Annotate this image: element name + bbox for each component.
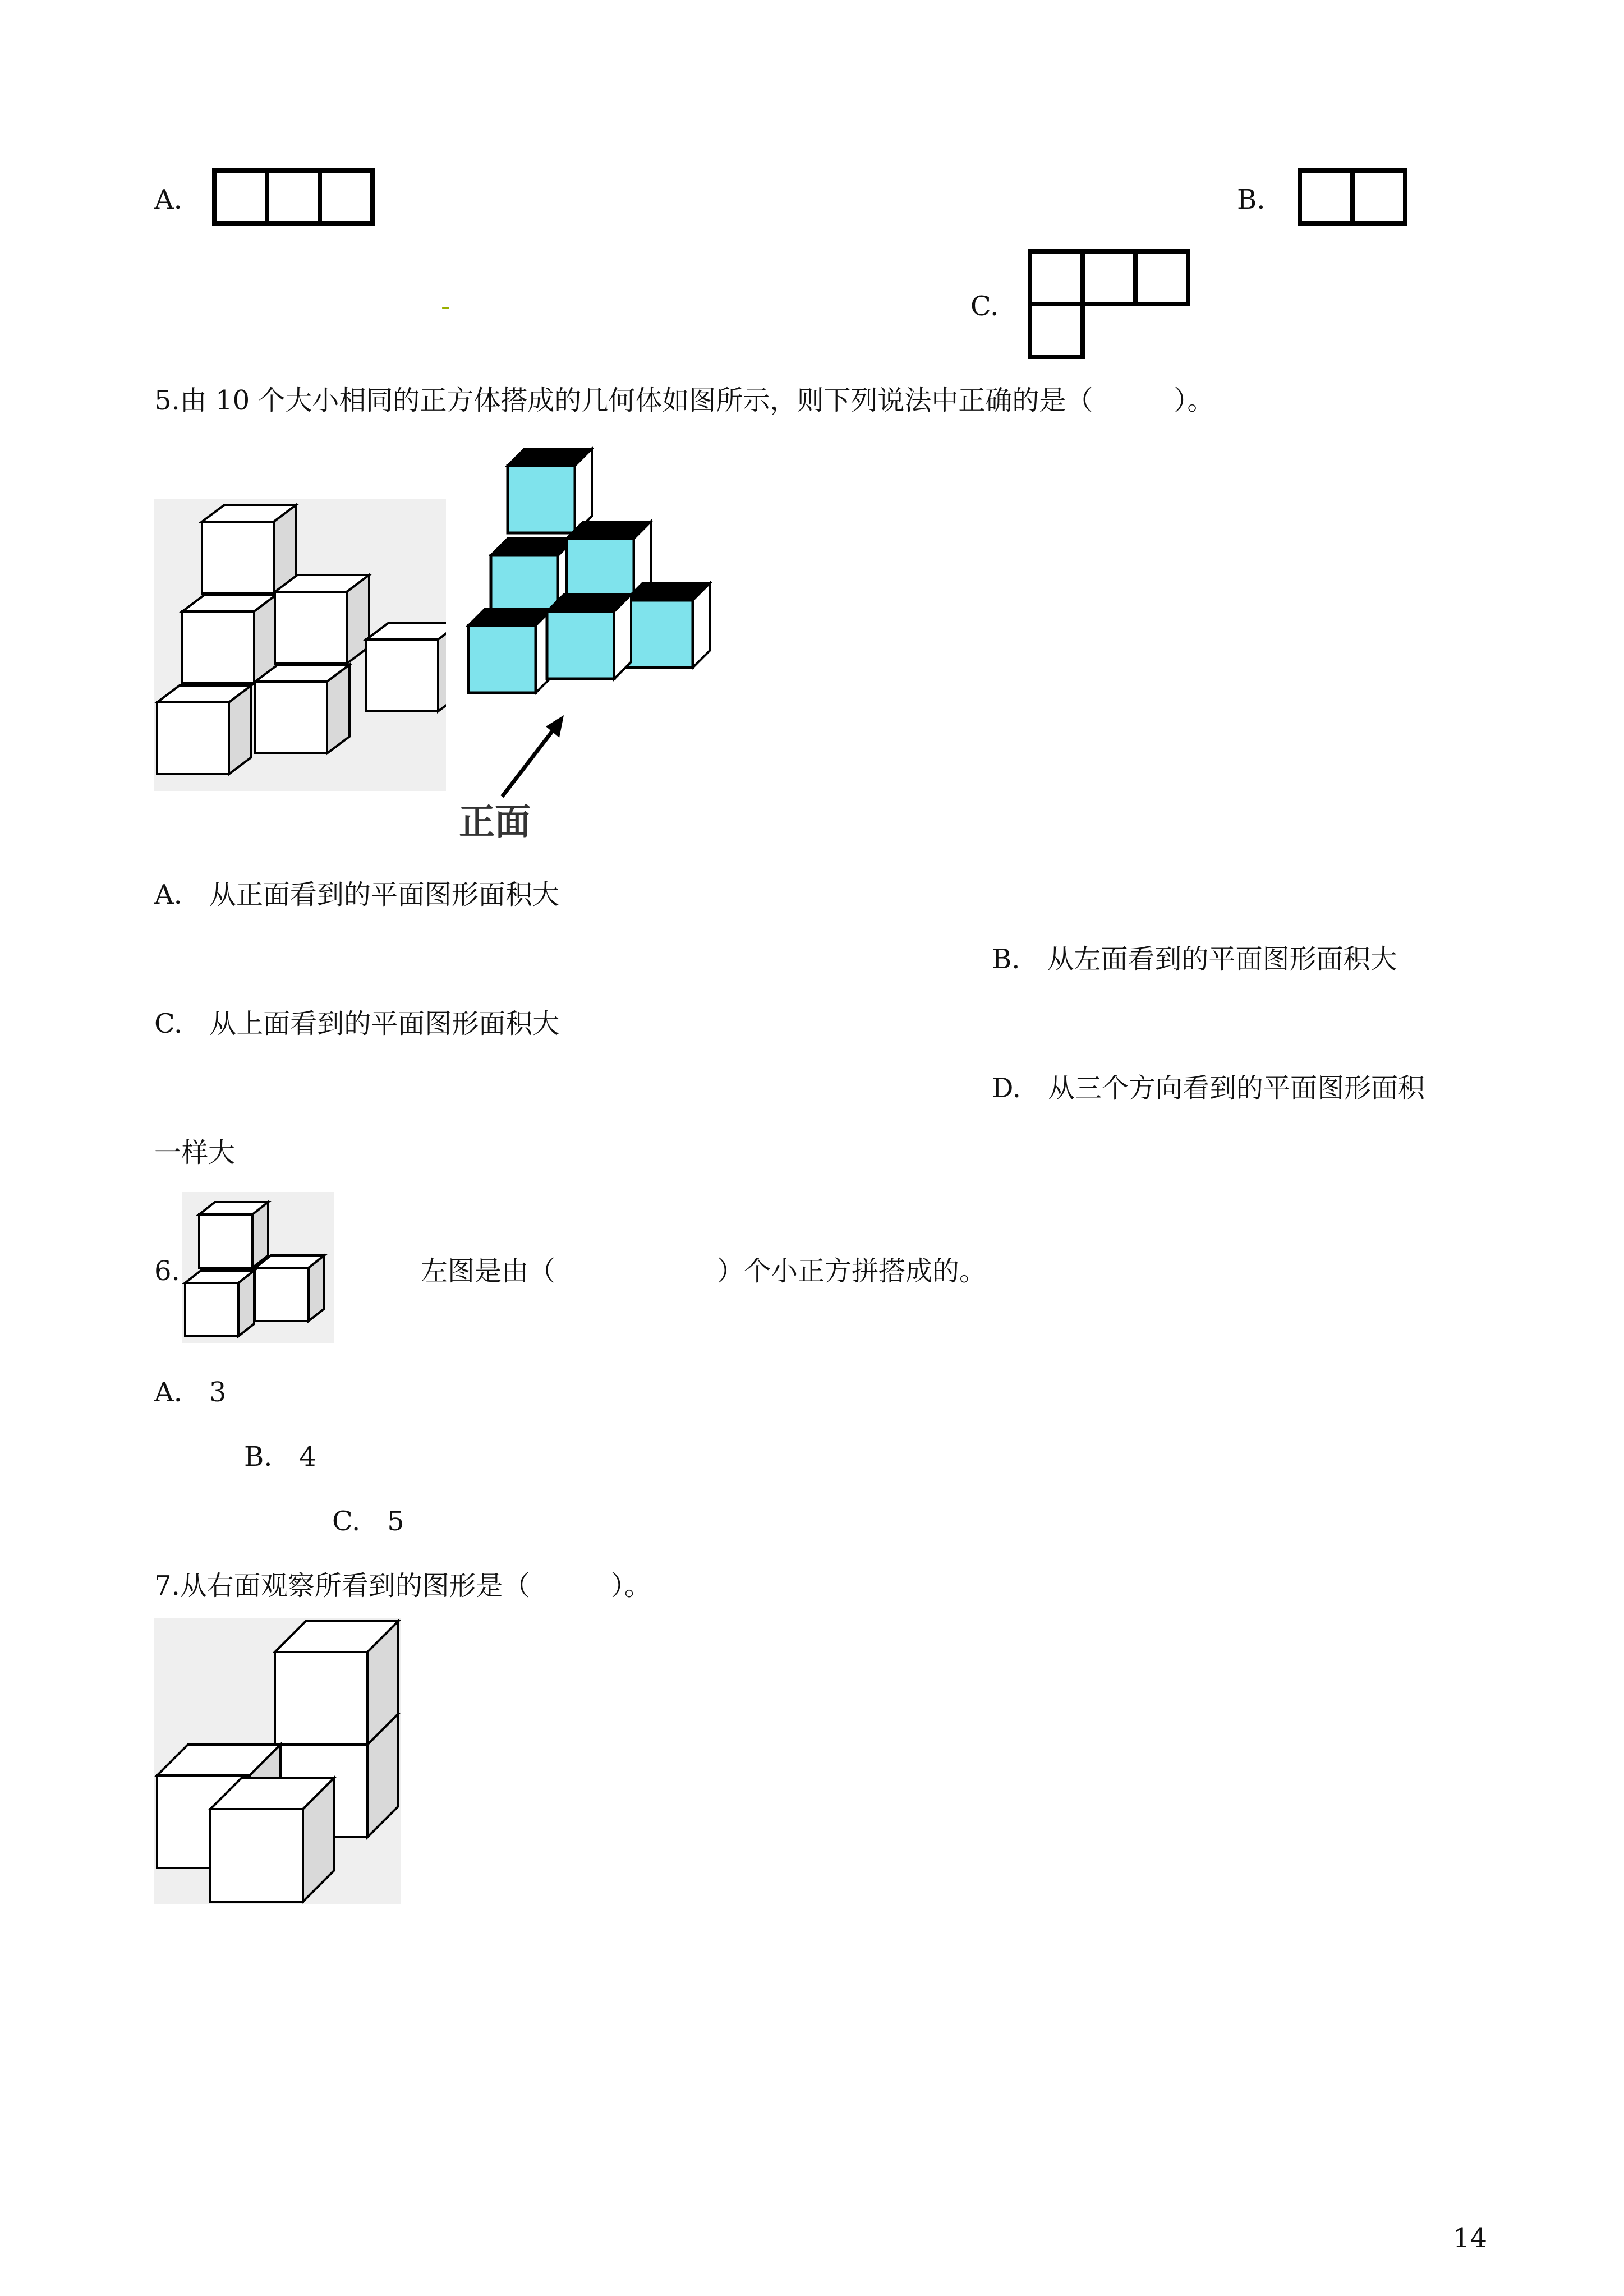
q4-option-a-figure <box>212 168 375 227</box>
q4-option-a-label[interactable]: A. <box>154 184 182 215</box>
page-number: 14 <box>1453 2223 1488 2254</box>
q6-option-c[interactable]: C. 5 <box>332 1506 404 1537</box>
q6-question: 左图是由（ ）个小正方拼搭成的。 <box>421 1255 987 1287</box>
q5-figure-cubes <box>154 499 446 791</box>
q5-option-b[interactable]: B. 从左面看到的平面图形面积大 <box>992 944 1397 975</box>
q6-option-b[interactable]: B. 4 <box>244 1441 317 1473</box>
q7-figure-cubes <box>154 1618 401 1904</box>
stray-mark: - <box>441 291 450 322</box>
q5-option-c[interactable]: C. 从上面看到的平面图形面积大 <box>154 1008 560 1039</box>
q5-figure-colored-cubes <box>463 438 715 853</box>
q4-option-c-figure <box>1028 249 1190 359</box>
q5-option-a[interactable]: A. 从正面看到的平面图形面积大 <box>154 879 559 910</box>
q5-option-d-continued: 一样大 <box>154 1137 236 1168</box>
q6-figure-cubes <box>182 1192 334 1343</box>
q5-front-label: 正面 <box>459 802 531 843</box>
q5-question: 5.由 10 个大小相同的正方体搭成的几何体如图所示，则下列说法中正确的是（ ）。 <box>154 385 1214 416</box>
q4-option-c-label[interactable]: C. <box>970 291 999 322</box>
q4-option-b-label[interactable]: B. <box>1237 184 1266 215</box>
q6-option-a[interactable]: A. 3 <box>154 1377 227 1408</box>
q4-option-b-figure <box>1298 168 1407 227</box>
q7-question: 7.从右面观察所看到的图形是（ ）。 <box>154 1570 651 1602</box>
q6-number: 6. <box>154 1255 180 1287</box>
q5-option-d[interactable]: D. 从三个方向看到的平面图形面积 <box>992 1073 1425 1104</box>
